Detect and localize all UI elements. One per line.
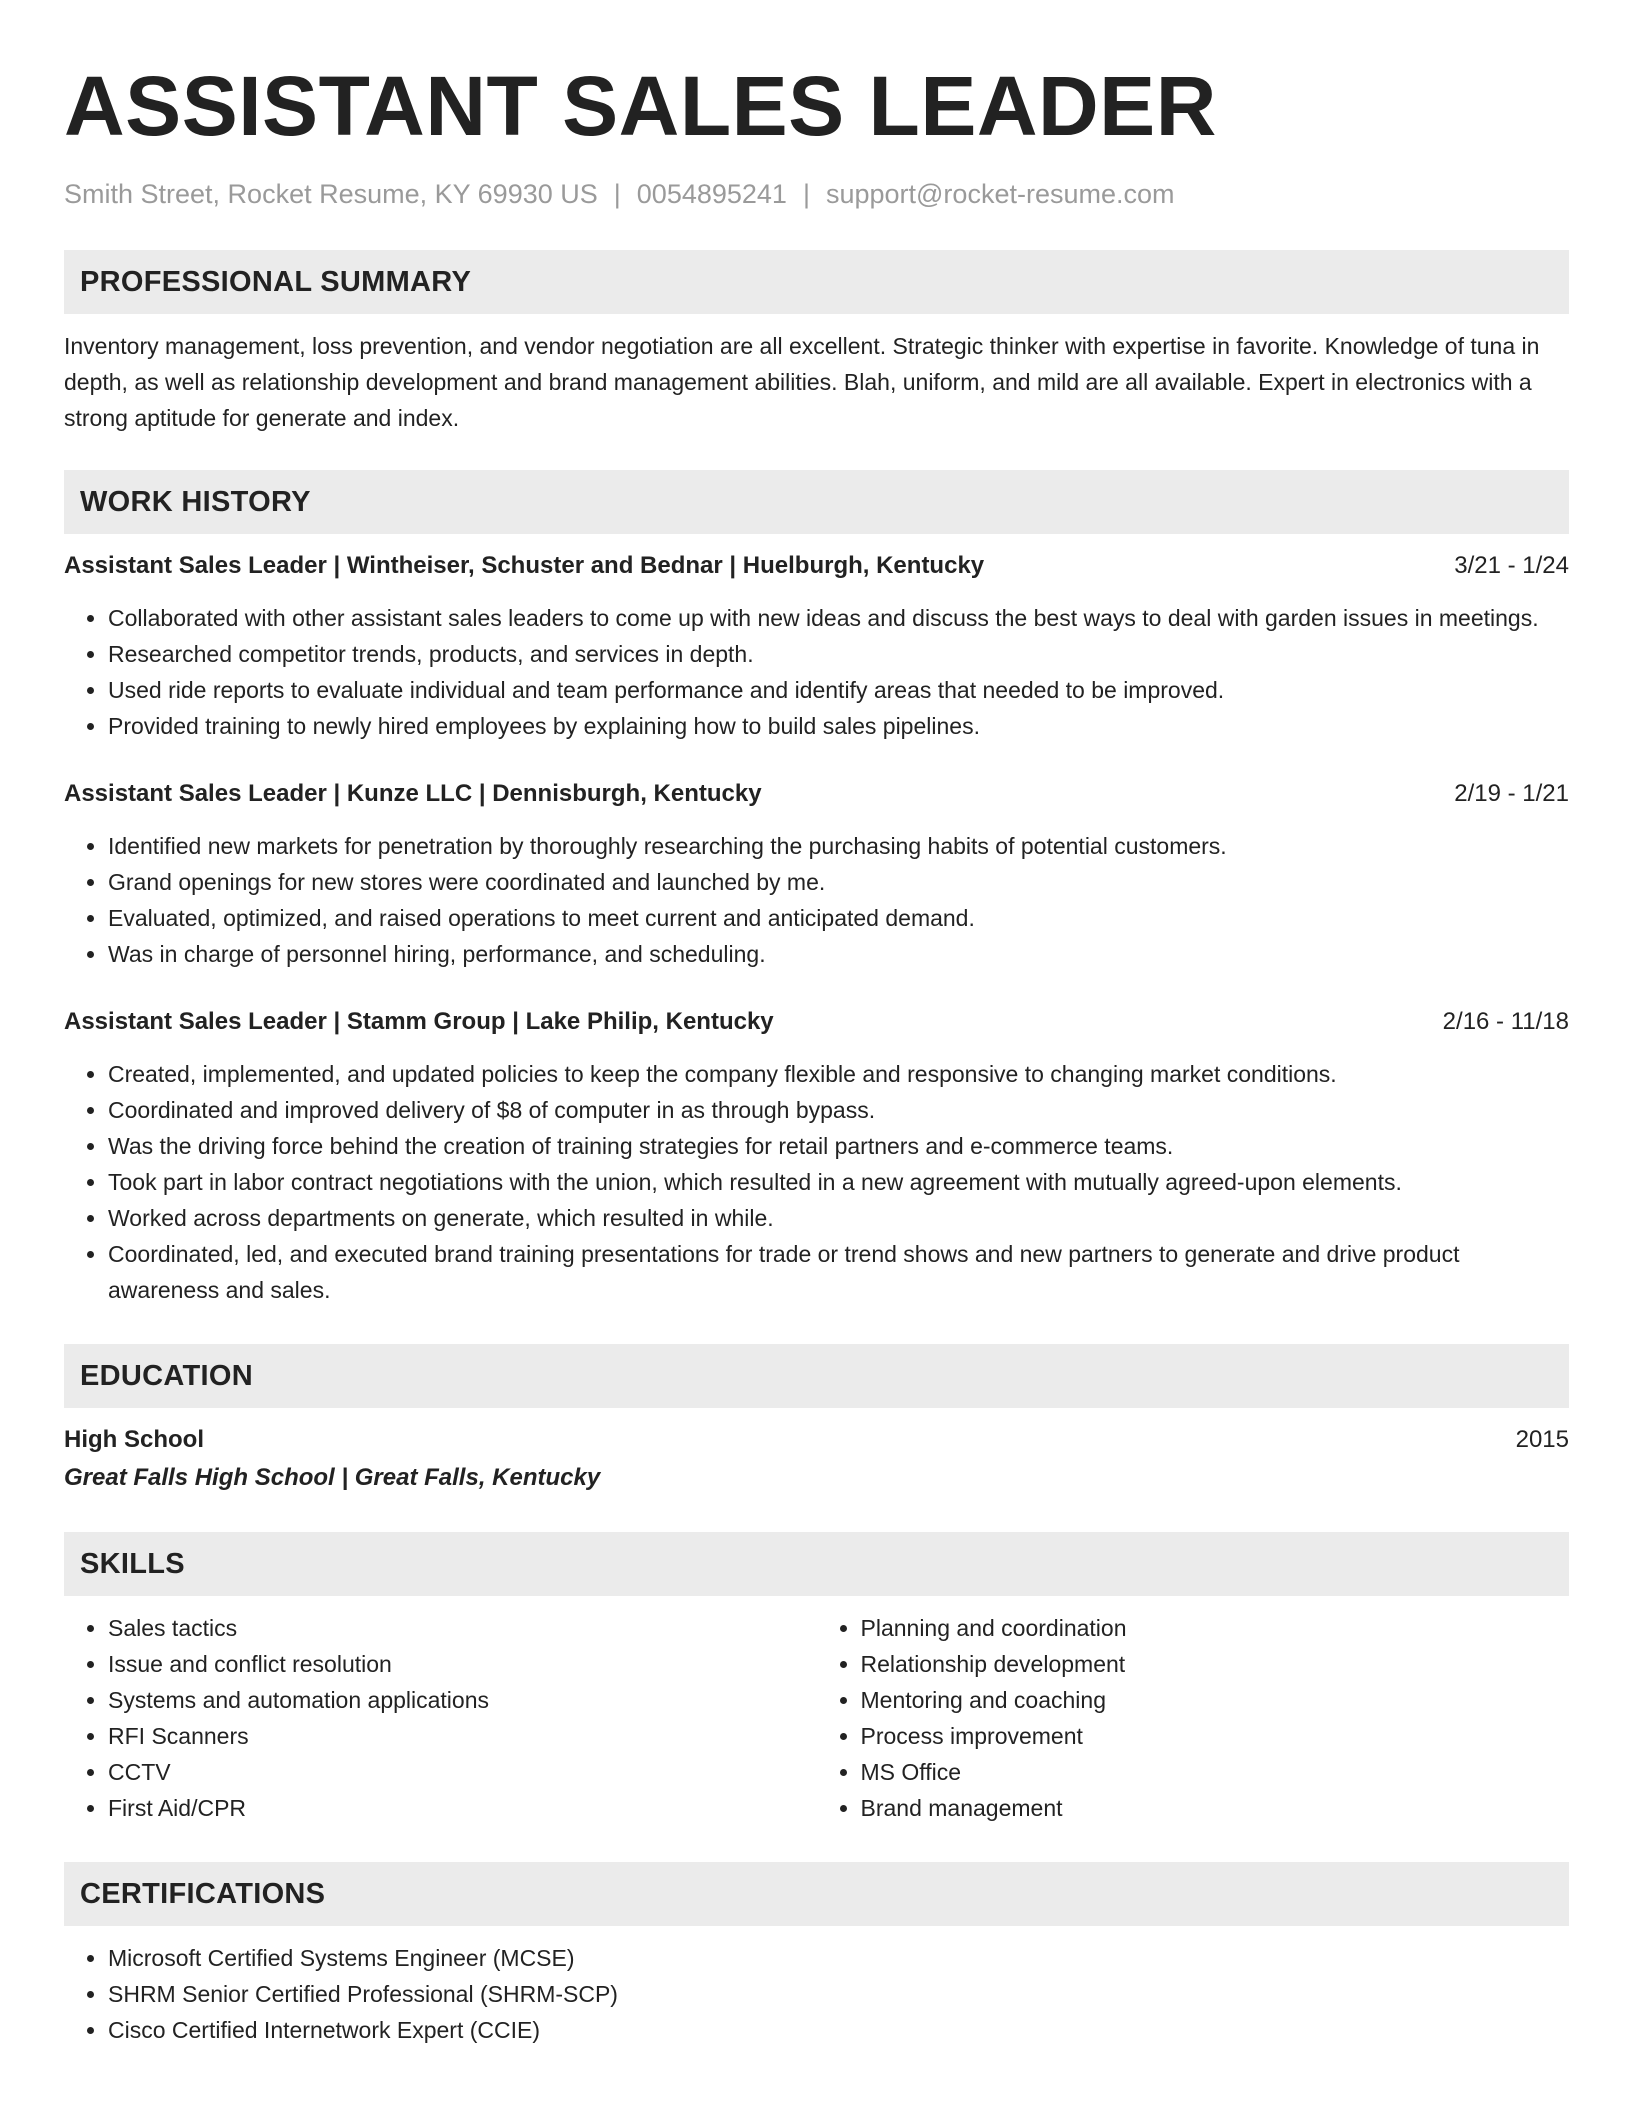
- skill-item: • First Aid/CPR: [108, 1790, 817, 1826]
- education-header: [64, 1422, 1569, 1458]
- contact-address: Smith Street, Rocket Resume, KY 69930 US: [64, 179, 598, 209]
- skill-item: • MS Office: [861, 1754, 1570, 1790]
- certifications-heading: CERTIFICATIONS: [64, 1862, 1569, 1926]
- job-bullet: • Provided training to newly hired employees by explaining how to build sales pipelines.: [108, 708, 1569, 744]
- job-bullet: • Evaluated, optimized, and raised operations to meet current and anticipated demand.: [108, 900, 1569, 936]
- job-bullet: • Coordinated, led, and executed brand training presentations for trade or trend shows and new partners to generate and drive product awareness and sales.: [108, 1236, 1569, 1308]
- summary-section: [64, 250, 1569, 436]
- work-history-section: [64, 470, 1569, 1308]
- job-title: Assistant Sales Leader | Wintheiser, Schuster and Bednar | Huelburgh, Kentucky: [64, 552, 985, 579]
- skill-item: • Process improvement: [861, 1718, 1570, 1754]
- job-bullet: • Worked across departments on generate, which resulted in while.: [108, 1200, 1569, 1236]
- job-bullet: • Was the driving force behind the creation of training strategies for retail partners and e-commerce teams.: [108, 1128, 1569, 1164]
- summary-text: Inventory management, loss prevention, and vendor negotiation are all excellent. Strategic thinker with expertise in favorite. Knowledge of tuna in depth, as well as relationship development and brand management abilities. Blah, uniform, and mild are all available. Expert in electronics with a strong aptitude for generate and index.: [64, 333, 1540, 431]
- certifications-section: [64, 1862, 1569, 2048]
- job-bullet: • Created, implemented, and updated policies to keep the company flexible and responsive to changing market conditions.: [108, 1056, 1569, 1092]
- summary-heading: PROFESSIONAL SUMMARY: [64, 250, 1569, 314]
- work-history-heading: WORK HISTORY: [64, 470, 1569, 534]
- skill-item: • Relationship development: [861, 1646, 1570, 1682]
- job-bullet: • Identified new markets for penetration by thoroughly researching the purchasing habits of potential customers.: [108, 828, 1569, 864]
- skills-column-left: [64, 1610, 817, 1826]
- certification-item: • SHRM Senior Certified Professional (SHRM-SCP): [108, 1976, 1569, 2012]
- job-header: [64, 1004, 1569, 1040]
- education-year: 2015: [1515, 1426, 1569, 1453]
- job-bullet: • Grand openings for new stores were coordinated and launched by me.: [108, 864, 1569, 900]
- skill-item: • Mentoring and coaching: [861, 1682, 1570, 1718]
- job-header: [64, 776, 1569, 812]
- job-bullet: • Took part in labor contract negotiations with the union, which resulted in a new agreement with mutually agreed-upon elements.: [108, 1164, 1569, 1200]
- job-dates: 3/21 - 1/24: [1454, 552, 1569, 579]
- certification-item: • Microsoft Certified Systems Engineer (MCSE): [108, 1940, 1569, 1976]
- job-entry: [64, 776, 1569, 972]
- education-degree: High School: [64, 1426, 204, 1453]
- job-bullet: • Used ride reports to evaluate individual and team performance and identify areas that needed to be improved.: [108, 672, 1569, 708]
- contact-phone: 0054895241: [636, 179, 787, 209]
- skill-item: • RFI Scanners: [108, 1718, 817, 1754]
- contact-separator: |: [613, 179, 621, 209]
- job-header: [64, 548, 1569, 584]
- job-bullet: • Coordinated and improved delivery of $8 of computer in as through bypass.: [108, 1092, 1569, 1128]
- certification-item: • Cisco Certified Internetwork Expert (CCIE): [108, 2012, 1569, 2048]
- skills-grid: [64, 1596, 1569, 1826]
- contact-line: [64, 176, 1569, 212]
- skills-column-right: [817, 1610, 1570, 1826]
- skills-heading: SKILLS: [64, 1532, 1569, 1596]
- job-dates: 2/16 - 11/18: [1442, 1008, 1569, 1035]
- resume-page: [64, 0, 1569, 2048]
- skill-item: • Systems and automation applications: [108, 1682, 817, 1718]
- contact-separator: |: [802, 179, 810, 209]
- job-bullets: [64, 600, 1569, 744]
- skill-item: • Planning and coordination: [861, 1610, 1570, 1646]
- education-school: Great Falls High School | Great Falls, Kentucky: [64, 1464, 601, 1491]
- skill-item: • Brand management: [861, 1790, 1570, 1826]
- skills-section: [64, 1532, 1569, 1826]
- candidate-name: ASSISTANT SALES LEADER: [64, 59, 1217, 153]
- education-heading: EDUCATION: [64, 1344, 1569, 1408]
- job-bullets: [64, 828, 1569, 972]
- job-bullet: • Collaborated with other assistant sales leaders to come up with new ideas and discuss the best ways to deal with garden issues in meetings.: [108, 600, 1569, 636]
- job-entry: [64, 548, 1569, 744]
- job-dates: 2/19 - 1/21: [1454, 780, 1569, 807]
- job-bullet: • Was in charge of personnel hiring, performance, and scheduling.: [108, 936, 1569, 972]
- skill-item: • Issue and conflict resolution: [108, 1646, 817, 1682]
- skill-item: • CCTV: [108, 1754, 817, 1790]
- skill-item: • Sales tactics: [108, 1610, 817, 1646]
- job-title: Assistant Sales Leader | Kunze LLC | Dennisburgh, Kentucky: [64, 780, 762, 807]
- education-section: [64, 1344, 1569, 1496]
- contact-email[interactable]: support@rocket-resume.com: [825, 179, 1175, 209]
- job-bullets: [64, 1056, 1569, 1308]
- job-bullet: • Researched competitor trends, products, and services in depth.: [108, 636, 1569, 672]
- job-title: Assistant Sales Leader | Stamm Group | Lake Philip, Kentucky: [64, 1008, 774, 1035]
- certifications-list: [64, 1940, 1569, 2048]
- job-entry: [64, 1004, 1569, 1308]
